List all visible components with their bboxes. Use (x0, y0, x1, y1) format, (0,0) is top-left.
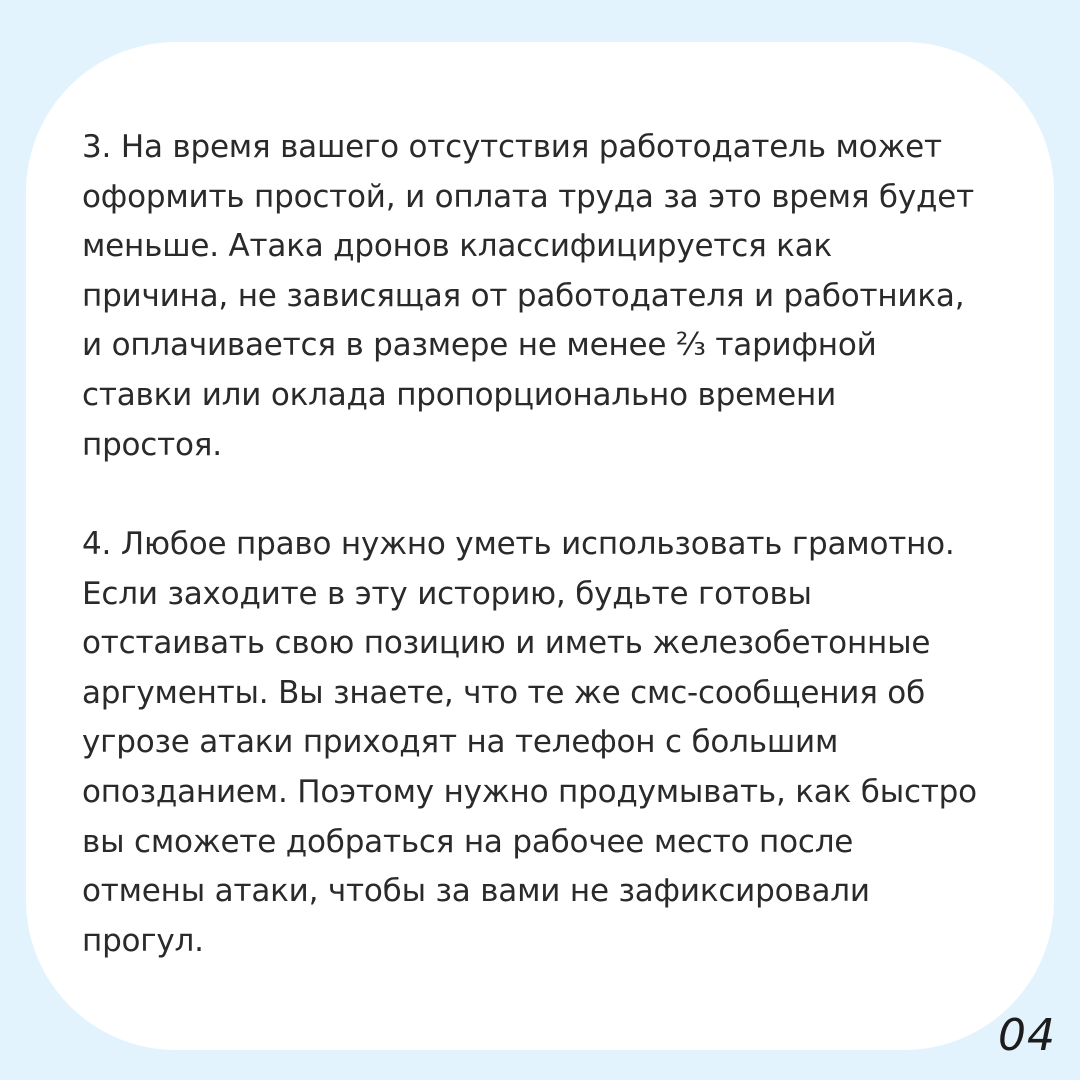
paragraph-line: ставки или оклада пропорционально времени (82, 376, 837, 413)
paragraph-line: прогул. (82, 922, 204, 959)
paragraph-line: отмены атаки, чтобы за вами не зафиксировали (82, 873, 870, 910)
paragraph-line: оформить простой, и оплата труда за это время будет (82, 178, 974, 215)
paragraph-line: Если заходите в эту историю, будьте готовы (82, 575, 812, 612)
paragraph-line: вы сможете добраться на рабочее место после (82, 823, 854, 860)
page-number: 04 (998, 1010, 1056, 1061)
paragraph-line: 3. На время вашего отсутствия работодатель может (82, 129, 942, 165)
paragraph-line: и оплачивается в размере не менее ⅔ тарифной (82, 327, 877, 364)
paragraph-line: аргументы. Вы знаете, что те же смс-сообщения об (82, 674, 925, 711)
paragraph-line: 4. Любое право нужно уметь использовать грамотно. (82, 526, 955, 562)
paragraph-line: причина, не зависящая от работодателя и работника, (82, 277, 965, 314)
paragraph-3 (82, 123, 1042, 470)
paragraph-line: меньше. Атака дронов классифицируется как (82, 228, 833, 265)
paragraph-line: отстаивать свою позицию и иметь железобетонные (82, 625, 931, 662)
paragraph-4 (82, 520, 1042, 966)
paragraph-line: простоя. (82, 426, 222, 463)
paragraph-line: опозданием. Поэтому нужно продумывать, как быстро (82, 773, 977, 810)
paragraph-line: угрозе атаки приходят на телефон с большим (82, 724, 839, 761)
